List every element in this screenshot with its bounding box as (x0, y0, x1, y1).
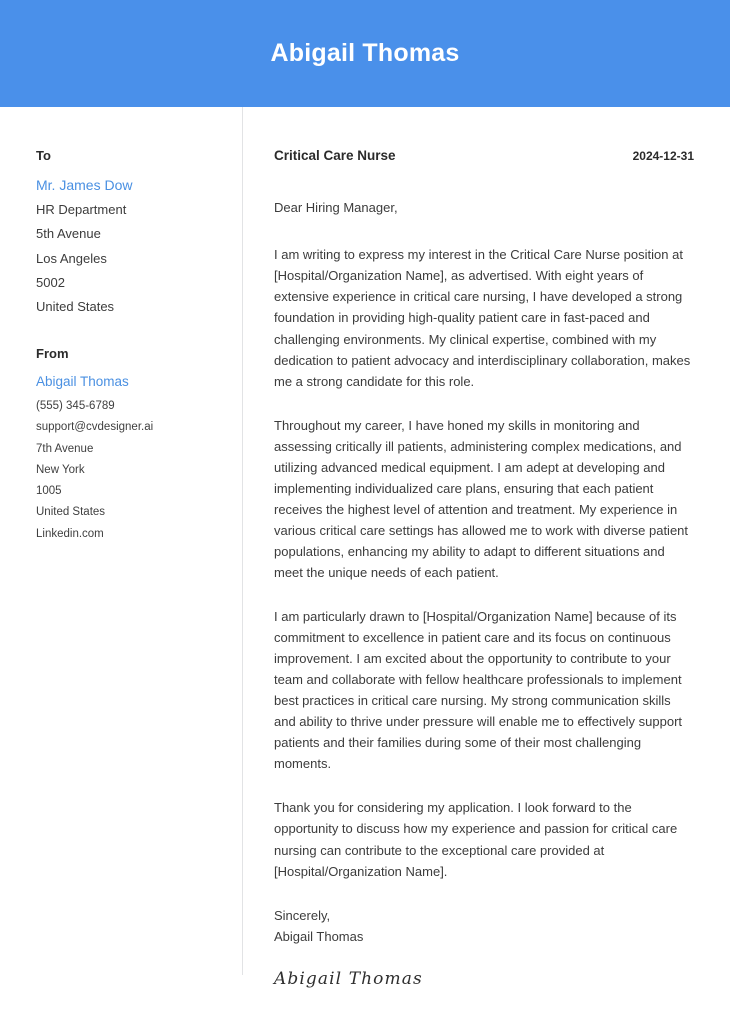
sender-name: Abigail Thomas (36, 374, 129, 390)
closing-block (274, 905, 694, 947)
sender-address-line: 1005 (36, 485, 62, 498)
to-label: To (36, 148, 51, 163)
recipient-address-line: Los Angeles (36, 250, 107, 266)
page-title: Abigail Thomas (270, 39, 460, 67)
letter-paragraph: I am writing to express my interest in the Critical Care Nurse position at [Hospital/Organization Name], as advertised. With eight years of extensive experience in critical care nursing, I have developed a strong foundation in providing high-quality patient care in fast-paced and challenging environments. My clinical expertise, combined with my dedication to patient advocacy and interdisciplinary collaboration, makes me a strong candidate for this role. (274, 247, 691, 389)
to-block (36, 148, 224, 316)
recipient-name: Mr. James Dow (36, 176, 133, 193)
recipient-address-line: 5002 (36, 274, 65, 290)
letter-paragraph: I am particularly drawn to [Hospital/Organization Name] because of its commitment to excellence in patient care and its focus on continuous improvement. I am excited about the opportunity to contribute to your team and collaborate with fellow healthcare professionals to implement best practices in critical care nursing. My strong communication skills and ability to thrive under pressure will enable me to effectively support patients and their families during some of their most challenging moments. (274, 609, 683, 772)
letter-paragraph: Throughout my career, I have honed my skills in monitoring and assessing critically ill patients, administering complex medications, and utilizing advanced medical equipment. I am adept at developing and implementing individualized care plans, ensuring that each patient receives the highest level of attention and treatment. My experience in various critical care settings has allowed me to work with diverse patient populations, enhancing my ability to adapt to different situations and meet the unique needs of each patient. (274, 417, 689, 580)
sender-address-line: United States (36, 506, 106, 519)
job-title: Critical Care Nurse (274, 148, 396, 163)
from-label: From (36, 345, 69, 361)
recipient-address-line: 5th Avenue (36, 226, 101, 242)
sender-address-line: New York (36, 463, 85, 476)
title-row (274, 148, 694, 164)
letter-body (0, 107, 730, 989)
closing-name: Abigail Thomas (274, 928, 364, 944)
signature: Abigail Thomas (274, 968, 423, 989)
sender-phone: (555) 345-6789 (36, 399, 115, 412)
letter-date: 2024-12-31 (632, 149, 694, 163)
sender-email: support@cvdesigner.ai (36, 421, 154, 434)
closing-word: Sincerely, (274, 907, 331, 923)
header-banner (0, 0, 730, 107)
letter-content (243, 107, 730, 989)
recipient-address-line: United States (36, 299, 115, 315)
sender-linkedin: Linkedin.com (36, 527, 104, 540)
sender-address-line: 7th Avenue (36, 442, 94, 455)
sidebar (0, 107, 242, 548)
from-block (36, 346, 224, 542)
letter-paragraph: Thank you for considering my application. I look forward to the opportunity to discuss how my experience and passion for critical care nursing can contribute to the exceptional care provided at [Hospital/Organization Name]. (274, 800, 678, 879)
salutation: Dear Hiring Manager, (274, 200, 398, 216)
recipient-address-line: HR Department (36, 202, 127, 218)
